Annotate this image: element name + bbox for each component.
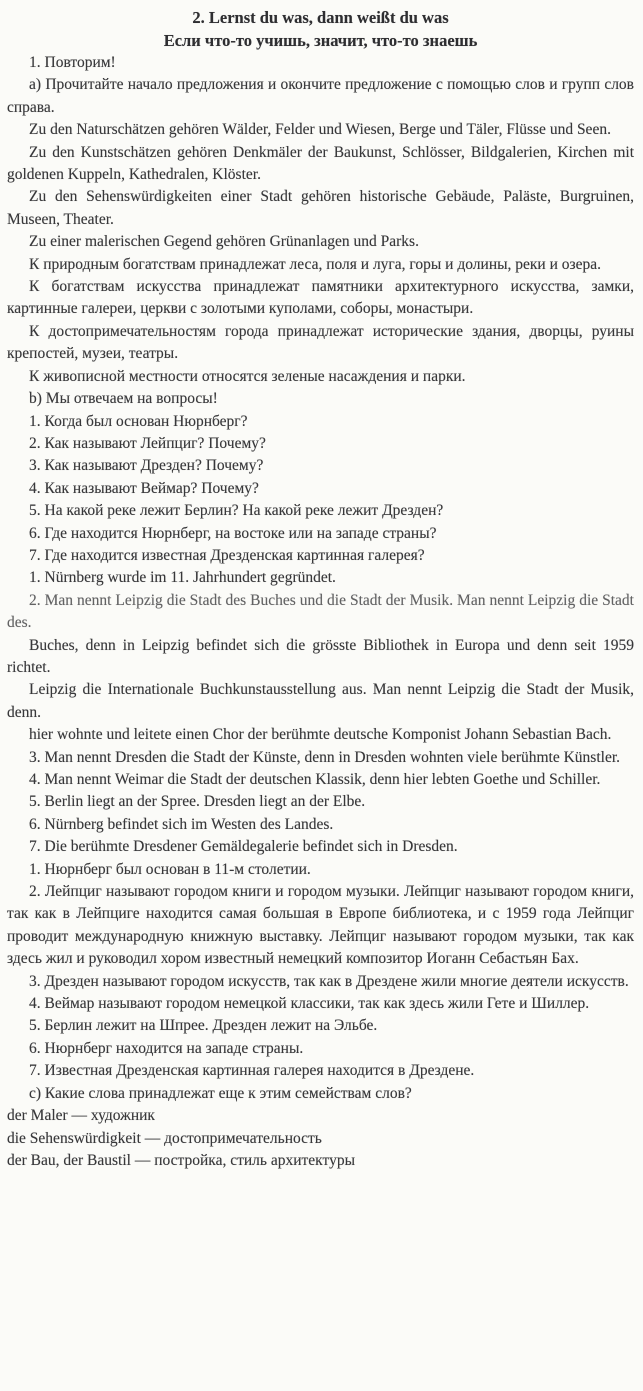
paragraph-naturschaetze: Zu den Naturschätzen gehören Wälder, Felder und Wiesen, Berge und Täler, Flüsse und Seen. — [29, 121, 611, 139]
page-title-russian: Если что-то учишь, значит, что-то знаешь — [163, 31, 478, 50]
answer-de-6: 6. Nürnberg befindet sich im Westen des Landes. — [29, 815, 334, 833]
paragraph-repeat-heading: 1. Повторим! — [29, 54, 116, 71]
answer-ru-4: 4. Веймар называют городом немецкой классики, так как здесь жили Гете и Шиллер. — [29, 995, 590, 1013]
paragraph-kunstschaetze: Zu den Kunstschätzen gehören Denkmäler der Baukunst, Schlösser, Bildgalerien, Kirchen mit goldenen Kuppeln, Kathedralen, Klöster. — [7, 143, 634, 184]
answer-ru-3: 3. Дрезден называют городом искусств, так как в Дрездене жили многие деятели искусств. — [29, 972, 629, 990]
paragraph-ru-sights: К достопримечательностям города принадлежат исторические здания, дворцы, руины крепостей, музеи, театры. — [7, 322, 634, 363]
answer-de-2c: Leipzig die Internationale Buchkunstausstellung aus. Man nennt Leipzig die Stadt der Musik, denn. — [7, 681, 634, 721]
answer-ru-6: 6. Нюрнберг находится на западе страны. — [29, 1039, 304, 1057]
answer-ru-5: 5. Берлин лежит на Шпрее. Дрезден лежит на Эльбе. — [29, 1017, 378, 1035]
question-5: 5. На какой реке лежит Берлин? На какой реке лежит Дрезден? — [29, 502, 444, 520]
paragraph-task-a: a) Прочитайте начало предложения и окончите предложение с помощью слов и групп слов справа. — [7, 76, 634, 116]
paragraph-malerische-gegend: Zu einer malerischen Gegend gehören Grünanlagen und Parks. — [29, 233, 419, 251]
answer-ru-7: 7. Известная Дрезденская картинная галерея находится в Дрездене. — [29, 1062, 475, 1080]
answer-de-2a: 2. Man nennt Leipzig die Stadt des Buches und die Stadt der Musik. Man nennt Leipzig die Stadt des. — [7, 591, 634, 632]
paragraph-ru-nature: К природным богатствам принадлежат леса, поля и луга, горы и долины, реки и озера. — [29, 255, 602, 273]
answer-ru-1: 1. Нюрнберг был основан в 11-м столетии. — [29, 860, 311, 878]
paragraph-ru-art: К богатствам искусства принадлежат памятники архитектурного искусства, замки, картинные галереи, церкви с золотыми куполами, соборы, монастыри. — [7, 278, 634, 318]
question-7: 7. Где находится известная Дрезденская картинная галерея? — [29, 546, 425, 564]
paragraph-ru-scenic: К живописной местности относятся зеленые насаждения и парки. — [29, 367, 466, 385]
answer-de-4: 4. Man nennt Weimar die Stadt der deutschen Klassik, denn hier lebten Goethe und Schiller. — [29, 771, 601, 788]
answer-de-1: 1. Nürnberg wurde im 11. Jahrhundert gegründet. — [29, 569, 336, 587]
vocab-der-bau: der Bau, der Baustil — постройка, стиль архитектуры — [7, 1151, 355, 1169]
vocab-der-maler: der Maler — художник — [7, 1107, 155, 1125]
answer-de-3: 3. Man nennt Dresden die Stadt der Künste, denn in Dresden wohnten viele berühmte Künstler. — [29, 748, 621, 766]
question-1: 1. Когда был основан Нюрнберг? — [29, 412, 248, 430]
paragraph-task-c: c) Какие слова принадлежат еще к этим семействам слов? — [29, 1084, 412, 1102]
question-3: 3. Как называют Дрезден? Почему? — [29, 457, 264, 475]
answer-de-7: 7. Die berühmte Dresdener Gemäldegalerie befindet sich in Dresden. — [29, 838, 458, 856]
paragraph-sehenswuerdigkeiten: Zu den Sehenswürdigkeiten einer Stadt gehören historische Gebäude, Paläste, Burgruinen, Museen, Theater. — [7, 188, 634, 228]
answer-de-2d: hier wohnte und leitete einen Chor der berühmte deutsche Komponist Johann Sebastian Bach. — [29, 726, 612, 744]
answer-de-2b: Buches, denn in Leipzig befindet sich die grösste Bibliothek in Europa und denn seit 1959 richtet. — [7, 636, 634, 676]
answer-de-5: 5. Berlin liegt an der Spree. Dresden liegt an der Elbe. — [29, 793, 366, 811]
question-4: 4. Как называют Веймар? Почему? — [29, 479, 259, 497]
paragraph-task-b: b) Мы отвечаем на вопросы! — [29, 390, 218, 408]
answer-ru-2: 2. Лейпциг называют городом книги и городом музыки. Лейпциг называют городом книги, так как в Лейпциге находится самая большая в Европе библиотека, и с 1959 года Лейпциг проводит международную книжную выставку. Лейпциг называют городом музыки, так как здесь жил и руководил хором известный немецкий композитор Иоганн Себастьян Бах. — [7, 883, 634, 968]
vocab-sehenswuerdigkeit: die Sehenswürdigkeit — достопримечательность — [7, 1129, 322, 1147]
question-2: 2. Как называют Лейпциг? Почему? — [29, 434, 266, 452]
page-title-german: 2. Lernst du was, dann weißt du was — [192, 8, 449, 27]
question-6: 6. Где находится Нюрнберг, на востоке или на западе страны? — [29, 524, 437, 542]
